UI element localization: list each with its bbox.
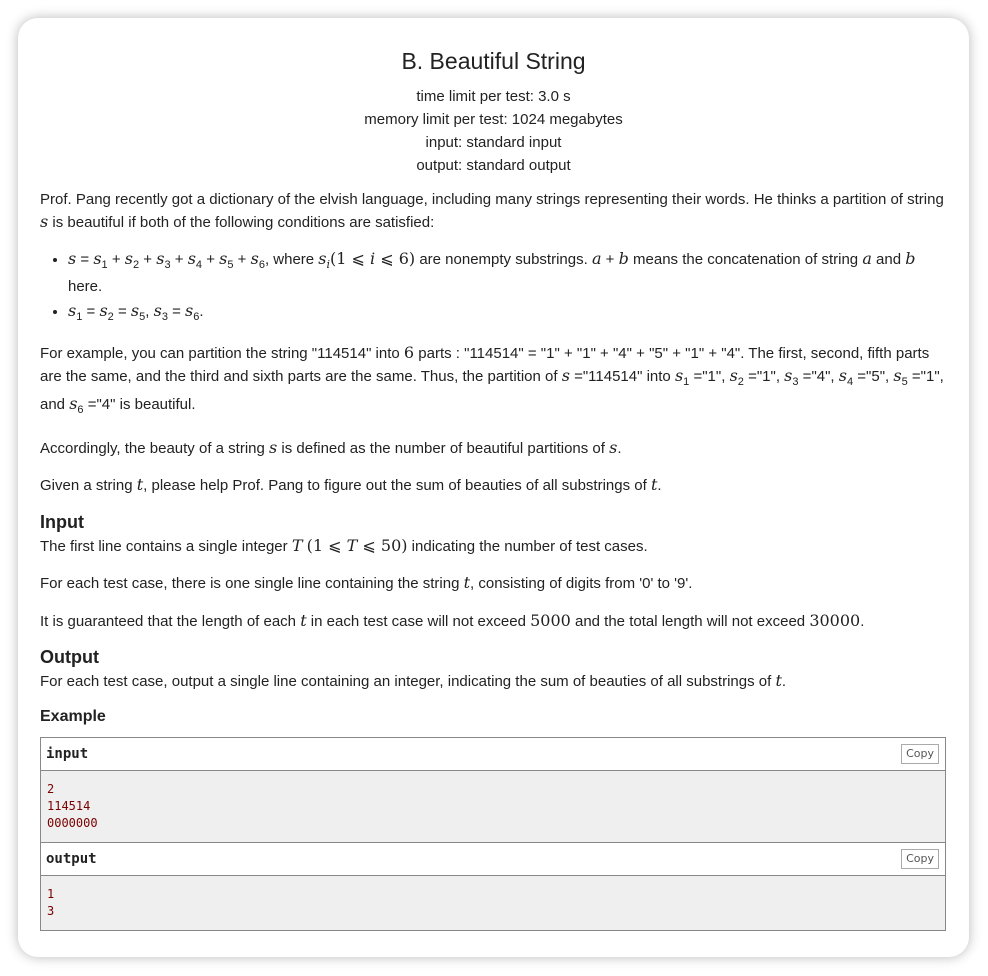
- input-paragraph-2: For each test case, there is one single line containing the string t, consisting of digits from '0' to '9'.: [40, 573, 693, 593]
- problem-limits: [40, 85, 947, 177]
- input-heading: Input: [40, 511, 84, 532]
- time-limit: time limit per test: 3.0 s: [416, 88, 571, 105]
- example-output-content[interactable]: 1 3: [41, 876, 945, 930]
- input-paragraph-1: The first line contains a single integer T (1 ⩽ T ⩽ 50) indicating the number of test cases.: [40, 535, 648, 555]
- statement-paragraph-1: Prof. Pang recently got a dictionary of the elvish language, including many strings representing their words. He thinks a partition of string s is beautiful if both of the following conditions are satisfied:: [40, 191, 944, 231]
- condition-1: • $s = s_1 + s_2 + s_3 + s_4 + s_5 + s_6$, where $s_i(1$ ⩽ i ⩽ 6) are nonempty substrings. a + b means the concatenation of string a and b here.: [68, 248, 947, 298]
- statement-paragraph-3: Accordingly, the beauty of a string s is defined as the number of beautiful partitions of s.: [40, 437, 622, 457]
- condition-2: • $s_1 = s_2 = s_5$, $s_3 = s_6$.: [68, 300, 947, 328]
- example-heading: Example: [40, 707, 106, 725]
- example-output-header: [41, 843, 945, 876]
- copy-output-button[interactable]: Copy: [901, 849, 939, 869]
- input-paragraph-3: It is guaranteed that the length of each t in each test case will not exceed 5000 and the total length will not exceed 30000.: [40, 610, 865, 630]
- problem-title: B. Beautiful String: [401, 48, 586, 74]
- input-file: input: standard input: [425, 134, 562, 151]
- example-input-label: input: [46, 745, 89, 762]
- statement-paragraph-4: Given a string t, please help Prof. Pang to figure out the sum of beauties of all substrings of t.: [40, 475, 662, 495]
- memory-limit: memory limit per test: 1024 megabytes: [364, 111, 623, 128]
- output-file: output: standard output: [416, 157, 571, 174]
- copy-input-button[interactable]: Copy: [901, 744, 939, 764]
- statement-paragraph-2: For example, you can partition the string "114514" into 6 parts : "114514" = "1" + "1" + "4" + "5" + "1" + "4". The first, second, fifth parts are the same, and the third and sixth parts are the same. Thus, the partition of s ="114514" into $s_1$ ="1", $s_2$ ="1", $s_3$ ="4", $s_4$ ="5", $s_5$ ="1", and $s_6$ ="4" is beautiful.: [40, 343, 944, 417]
- output-heading: Output: [40, 647, 99, 668]
- output-paragraph-1: For each test case, output a single line containing an integer, indicating the sum of beauties of all substrings of t.: [40, 671, 787, 691]
- example-output-label: output: [46, 850, 97, 867]
- example-input-header: [41, 738, 945, 771]
- problem-card: [18, 18, 969, 957]
- conditions-list: [40, 248, 947, 328]
- example-box: [40, 737, 946, 931]
- example-input-content[interactable]: 2 114514 0000000: [41, 771, 945, 843]
